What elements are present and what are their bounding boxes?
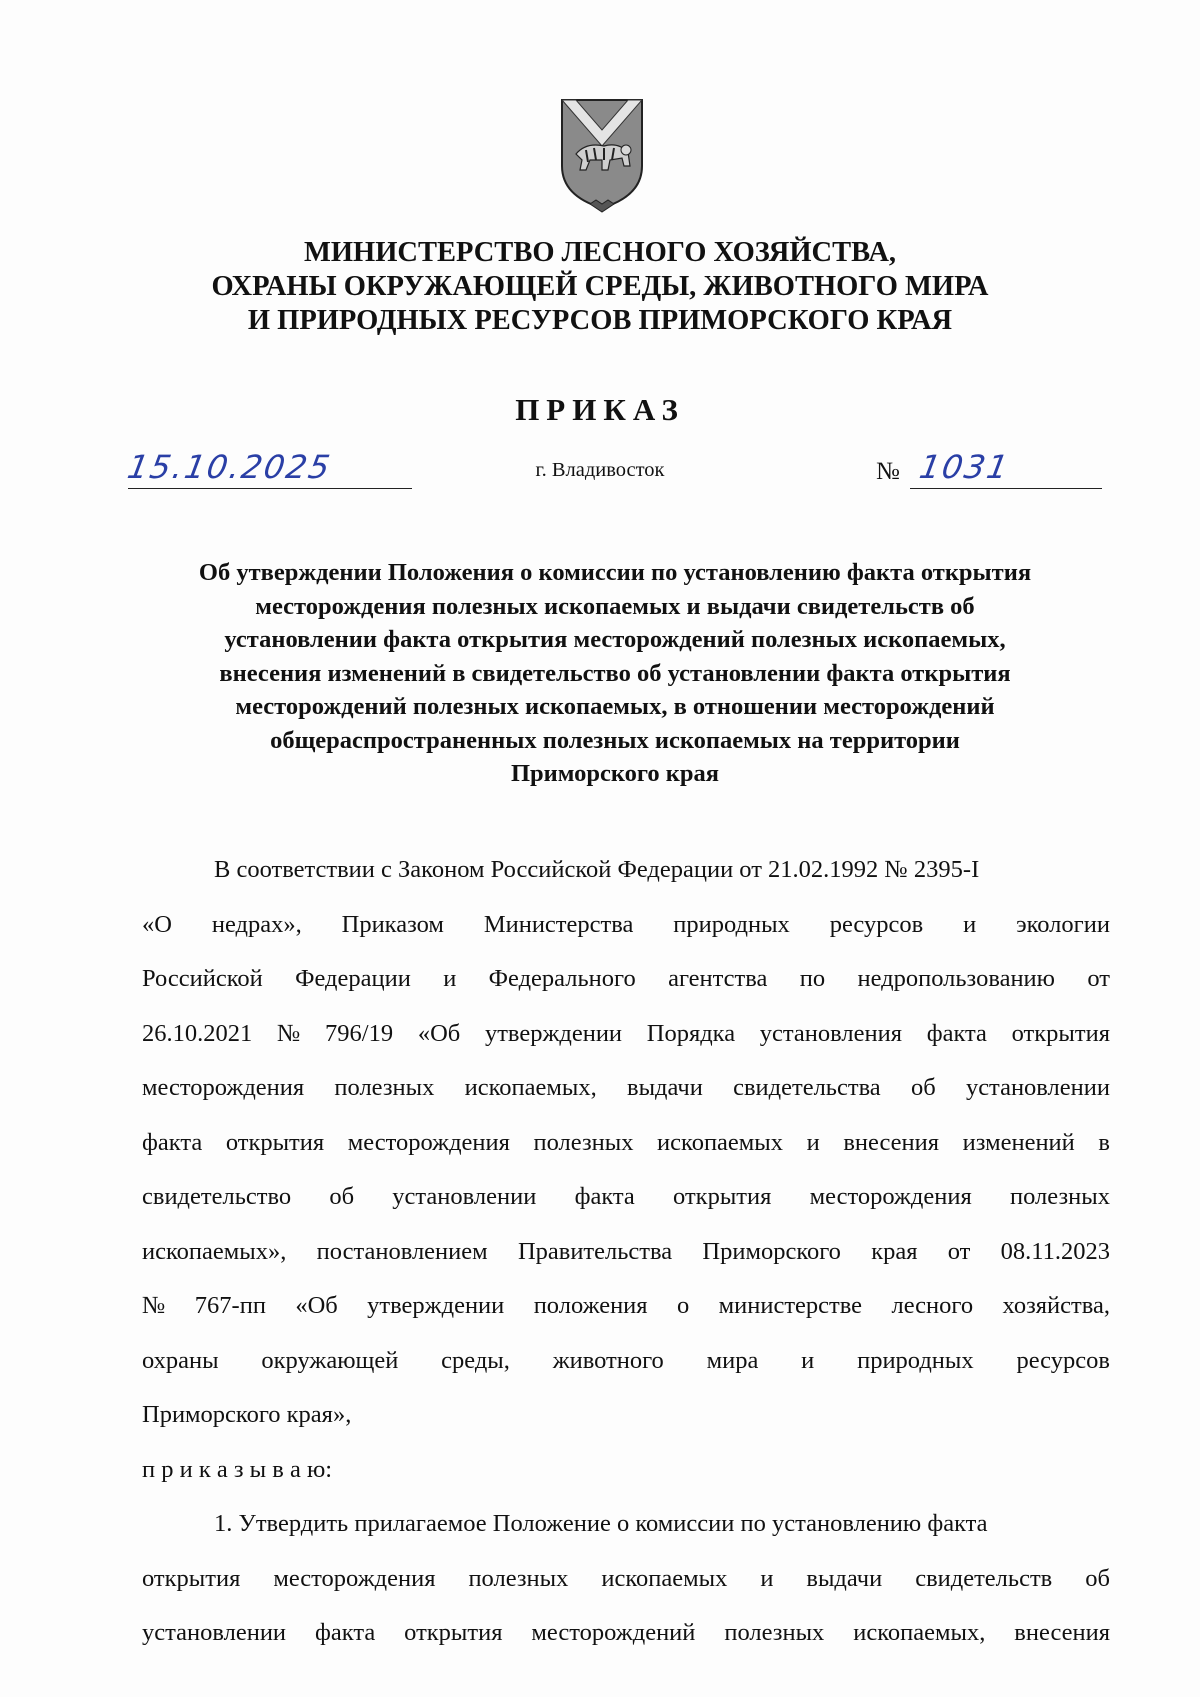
city-label: г. Владивосток	[535, 459, 665, 481]
document-type: ПРИКАЗ	[515, 392, 685, 427]
body-word: Приморского	[702, 1237, 841, 1265]
body-word: по	[799, 965, 826, 992]
body-word: хозяйства,	[1002, 1292, 1110, 1319]
order-word-line	[142, 1443, 1110, 1498]
body-word: №	[142, 1292, 166, 1319]
body-word: полезных	[334, 1074, 435, 1101]
body-word: Порядка	[646, 1019, 736, 1047]
body-word: ресурсов	[1016, 1346, 1110, 1374]
body-word: в	[1098, 1128, 1110, 1156]
body-word: утверждении	[367, 1292, 505, 1319]
body-word: полезных	[724, 1619, 825, 1646]
body-word: факта	[142, 1128, 203, 1156]
body-word: агентства	[668, 965, 768, 992]
body-line	[142, 1007, 1110, 1062]
body-word: и	[760, 1564, 774, 1592]
body-word: свидетельства	[733, 1074, 881, 1101]
body-word: «Об	[295, 1292, 338, 1319]
body-word: об	[910, 1074, 936, 1101]
body-line	[142, 1279, 1110, 1334]
body-word: открытия	[1011, 1019, 1110, 1047]
body-word: ископаемых»,	[142, 1237, 287, 1265]
body-word: установлении	[392, 1183, 537, 1210]
body-line	[142, 1552, 1110, 1607]
ministry-line: ОХРАНЫ ОКРУЖАЮЩЕЙ СРЕДЫ, ЖИВОТНОГО МИРА	[211, 271, 989, 302]
body-word: 26.10.2021	[142, 1019, 253, 1047]
order-subject	[130, 556, 1100, 791]
body-line	[142, 898, 1110, 953]
body-word: об	[1085, 1564, 1110, 1592]
body-word: установления	[759, 1019, 902, 1047]
body-word: окружающей	[261, 1346, 399, 1374]
body-word: Министерства	[483, 910, 634, 938]
body-word: об	[329, 1183, 355, 1210]
body-word: и	[963, 910, 977, 938]
body-word: внесения	[843, 1128, 940, 1156]
subject-line: внесения изменений в свидетельство об установлении факта открытия	[219, 659, 1011, 687]
body-word: Российской	[142, 965, 263, 992]
body-word: «О	[142, 910, 172, 938]
body-word: недрах»,	[211, 910, 302, 938]
body-line	[142, 843, 1110, 898]
body-word: месторождения	[347, 1128, 510, 1156]
ministry-name	[0, 236, 1200, 338]
body-word: полезных	[468, 1564, 569, 1592]
ministry-line: И ПРИРОДНЫХ РЕСУРСОВ ПРИМОРСКОГО КРАЯ	[247, 305, 953, 336]
body-word: ископаемых,	[464, 1074, 597, 1101]
body-word: Приказом	[341, 910, 444, 938]
body-word: открытия	[673, 1183, 772, 1210]
body-word: свидетельство	[142, 1183, 292, 1210]
body-line-text: Приморского края»,	[142, 1401, 352, 1428]
body-word: от	[1087, 965, 1110, 992]
date-underline	[128, 488, 412, 489]
number-sign: №	[876, 458, 900, 485]
body-word: ископаемых	[601, 1564, 728, 1592]
body-word: 767-пп	[194, 1292, 266, 1319]
body-word: «Об	[417, 1019, 461, 1047]
body-word: изменений	[962, 1128, 1075, 1156]
body-word: и	[806, 1128, 820, 1156]
body-word: министерстве	[718, 1292, 863, 1319]
body-word: ископаемых,	[853, 1619, 986, 1646]
body-word: открытия	[225, 1128, 325, 1156]
subject-line: Приморского края	[510, 760, 720, 787]
body-word: месторождения	[273, 1564, 436, 1592]
body-word: лесного	[891, 1292, 974, 1319]
body-line	[142, 952, 1110, 1007]
body-word: №	[276, 1019, 301, 1047]
ministry-line: МИНИСТЕРСТВО ЛЕСНОГО ХОЗЯЙСТВА,	[303, 237, 897, 268]
body-word: о	[676, 1292, 690, 1319]
body-word: месторождения	[809, 1183, 972, 1210]
body-line	[142, 1497, 1110, 1552]
order-word: п р и к а з ы в а ю:	[142, 1455, 333, 1483]
body-word: открытия	[142, 1564, 241, 1592]
body-word: экологии	[1016, 910, 1110, 938]
body-word: 796/19	[325, 1019, 394, 1047]
order-body	[142, 843, 1110, 1661]
body-word: внесения	[1014, 1619, 1110, 1646]
body-word: Правительства	[517, 1237, 673, 1265]
body-word: Федерации	[295, 965, 411, 992]
body-word: и	[801, 1346, 815, 1374]
body-line	[142, 1116, 1110, 1171]
number-underline	[910, 488, 1102, 489]
body-word: ископаемых	[657, 1128, 784, 1156]
body-word: края	[871, 1237, 918, 1265]
body-word: факта	[314, 1619, 376, 1646]
body-word: установлении	[965, 1074, 1110, 1101]
body-word: охраны	[142, 1346, 219, 1374]
body-word: мира	[706, 1346, 759, 1374]
body-word: свидетельств	[915, 1564, 1053, 1592]
body-line	[142, 1334, 1110, 1389]
body-word: полезных	[1010, 1183, 1110, 1210]
body-word: и	[443, 965, 457, 992]
body-word: Федерального	[488, 965, 636, 992]
body-line	[142, 1170, 1110, 1225]
handwritten-number: 1031	[916, 448, 1013, 486]
body-word: установлении	[142, 1619, 287, 1646]
subject-line: общераспространенных полезных ископаемых на территории	[270, 726, 960, 754]
handwritten-date: 15.10.2025	[124, 448, 335, 486]
body-line	[142, 1061, 1110, 1116]
body-word: ресурсов	[829, 910, 924, 938]
body-word: природных	[857, 1346, 974, 1374]
body-line-text: 1. Утвердить прилагаемое Положение о комиссии по установлению факта	[214, 1510, 988, 1537]
body-word: месторождений	[531, 1619, 696, 1646]
subject-line: месторождений полезных ископаемых, в отношении месторождений	[235, 693, 995, 720]
coat-of-arms-icon	[556, 96, 648, 214]
body-word: от	[947, 1237, 971, 1265]
body-word: постановлением	[316, 1237, 488, 1265]
body-line-text: В соответствии с Законом Российской Федерации от 21.02.1992 № 2395-I	[214, 856, 980, 883]
body-word: животного	[552, 1346, 664, 1374]
body-word: положения	[533, 1292, 648, 1319]
subject-line: установлении факта открытия месторождений полезных ископаемых,	[224, 626, 1006, 653]
body-word: природных	[673, 910, 790, 938]
body-line	[142, 1606, 1110, 1661]
number-field	[876, 448, 1102, 492]
body-word: полезных	[533, 1128, 634, 1156]
body-line	[142, 1225, 1110, 1280]
body-word: факта	[926, 1019, 987, 1047]
body-word: среды,	[441, 1346, 510, 1374]
body-word: факта	[574, 1183, 635, 1210]
body-word: месторождения	[142, 1074, 305, 1101]
body-word: утверждении	[484, 1019, 623, 1047]
body-line	[142, 1388, 1110, 1443]
body-word: выдачи	[627, 1074, 703, 1101]
body-word: недропользованию	[857, 965, 1055, 992]
body-word: 08.11.2023	[1000, 1237, 1110, 1265]
subject-line: Об утверждении Положения о комиссии по установлению факта открытия	[198, 559, 1032, 586]
subject-line: месторождения полезных ископаемых и выдачи свидетельств об	[255, 592, 975, 620]
body-word: выдачи	[806, 1564, 883, 1592]
body-word: открытия	[404, 1619, 503, 1646]
